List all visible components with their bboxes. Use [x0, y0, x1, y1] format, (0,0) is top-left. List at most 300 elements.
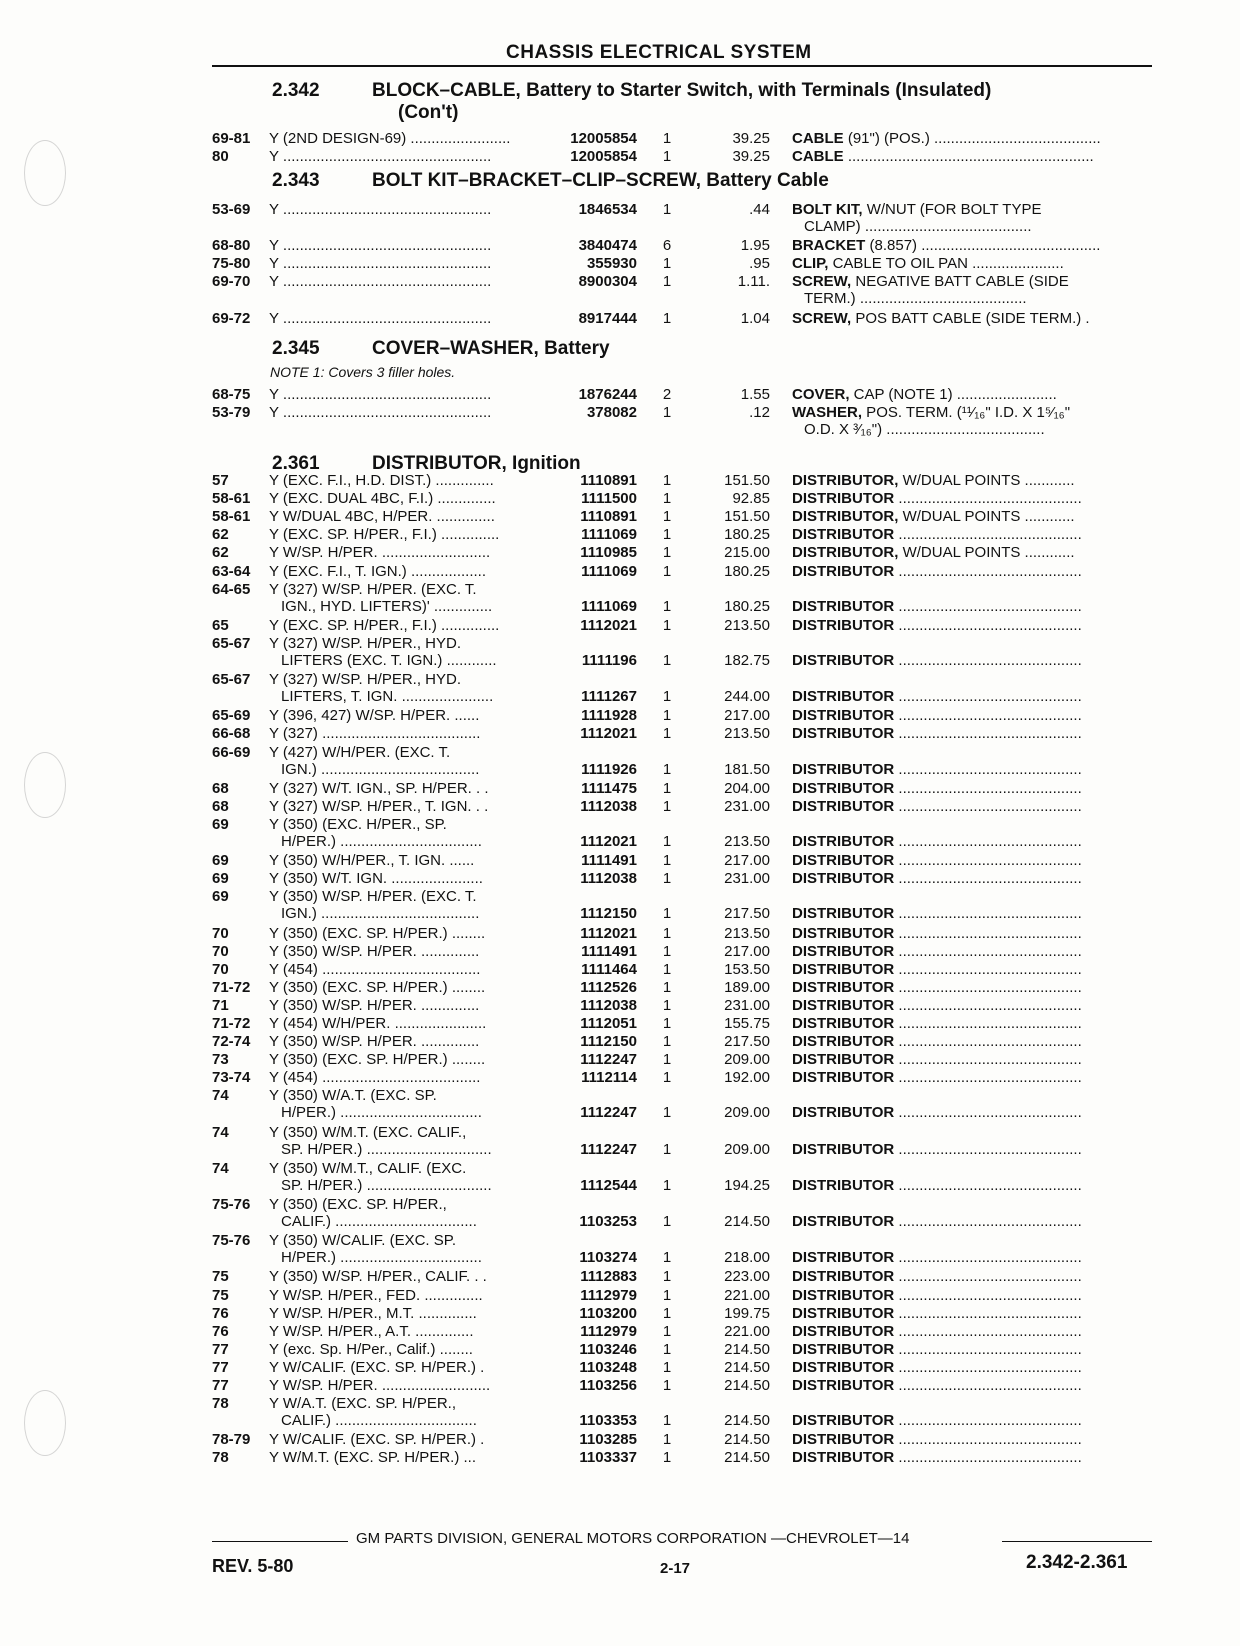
- description-detail: ............................................: [894, 688, 1082, 706]
- description-name: DISTRIBUTOR: [792, 960, 895, 978]
- model-years: 75-76: [212, 1232, 251, 1250]
- quantity: 1: [662, 1286, 672, 1304]
- description: [792, 943, 1152, 960]
- description: [792, 1069, 1152, 1086]
- description-continued: CLAMP) ........................................: [804, 218, 1032, 235]
- part-number: 1112021: [580, 725, 637, 743]
- quantity: 1: [662, 597, 672, 615]
- description-name: CABLE: [792, 130, 844, 147]
- application: Y (327) W/SP. H/PER. (EXC. T.: [269, 580, 477, 598]
- application: Y (350) W/T. IGN. ......................: [269, 870, 483, 888]
- description-name: DISTRIBUTOR: [792, 942, 895, 960]
- part-number: 1112114: [581, 1069, 637, 1087]
- application: Y W/A.T. (EXC. SP. H/PER.,: [269, 1395, 456, 1413]
- quantity: 2: [662, 386, 672, 403]
- model-years: 69: [212, 852, 229, 870]
- quantity: 1: [662, 725, 672, 743]
- application: Y (454) W/H/PER. ......................: [269, 1015, 487, 1032]
- model-years: 76: [212, 1322, 229, 1340]
- model-years: 53-79: [212, 404, 251, 422]
- description-name: COVER,: [792, 386, 850, 403]
- description-detail: W/DUAL POINTS ............: [898, 508, 1075, 526]
- description: [792, 255, 1152, 272]
- description-detail: ............................................: [894, 1104, 1082, 1122]
- price: 155.75: [724, 1015, 770, 1032]
- quantity: 1: [662, 201, 672, 218]
- application-continued: LIFTERS (EXC. T. IGN.) ............: [281, 651, 497, 669]
- description: [792, 598, 1152, 615]
- price: 153.50: [724, 960, 770, 978]
- description-detail: ............................................: [894, 562, 1082, 580]
- description-detail: ............................................: [894, 1213, 1082, 1230]
- quantity: 1: [662, 1377, 672, 1394]
- price: 213.50: [724, 924, 770, 942]
- description-name: DISTRIBUTOR: [792, 1358, 895, 1376]
- description-name: DISTRIBUTOR: [792, 1213, 895, 1230]
- description-detail: ............................................: [894, 707, 1082, 725]
- quantity: 1: [662, 1176, 672, 1194]
- description: [792, 563, 1152, 580]
- application: Y (350) (EXC. SP. H/PER.) ........: [269, 1051, 486, 1069]
- description-detail: ............................................: [894, 1015, 1082, 1032]
- application-continued: IGN.) ......................................: [281, 760, 480, 778]
- model-years: 70: [212, 960, 229, 978]
- description-detail: ............................................: [894, 797, 1082, 815]
- punch-hole-top: [24, 140, 66, 206]
- price: 1.95: [740, 237, 770, 255]
- description: [792, 130, 1152, 147]
- section-number: 2.342: [272, 80, 320, 101]
- model-years: 78-79: [212, 1431, 251, 1449]
- quantity: 1: [662, 148, 672, 166]
- description-detail: W/DUAL POINTS ............: [898, 544, 1075, 562]
- description: [792, 201, 1152, 218]
- part-number: 12005854: [570, 130, 637, 147]
- description: [792, 1104, 1152, 1121]
- part-number: 1111491: [581, 942, 637, 960]
- part-number: 12005854: [570, 148, 637, 166]
- quantity: 1: [662, 1140, 672, 1158]
- description: [792, 310, 1152, 327]
- quantity: 1: [662, 1051, 672, 1069]
- description-name: DISTRIBUTOR: [792, 1322, 895, 1340]
- quantity: 1: [662, 1213, 672, 1230]
- description-detail: ............................................: [894, 760, 1082, 778]
- part-number: 1112544: [580, 1176, 637, 1194]
- quantity: 1: [662, 616, 672, 634]
- price: 213.50: [724, 725, 770, 743]
- description: [792, 725, 1152, 742]
- application: Y (350) W/SP. H/PER. ..............: [269, 996, 480, 1014]
- model-years: 65-69: [212, 707, 251, 725]
- description-name: DISTRIBUTOR: [792, 1431, 895, 1449]
- description: [792, 1287, 1152, 1304]
- description-name: BRACKET: [792, 237, 866, 255]
- part-number: 1103337: [579, 1449, 637, 1467]
- price: .12: [749, 404, 770, 422]
- model-years: 78: [212, 1395, 229, 1413]
- description-name: DISTRIBUTOR: [792, 924, 895, 942]
- price: 215.00: [724, 544, 770, 562]
- description: [792, 870, 1152, 887]
- part-number: 1111069: [581, 597, 637, 615]
- quantity: 1: [662, 273, 672, 291]
- quantity: 1: [662, 651, 672, 669]
- quantity: 1: [662, 924, 672, 942]
- application: Y ..................................................: [269, 309, 492, 327]
- application: Y (327) W/SP. H/PER., HYD.: [269, 671, 462, 689]
- application: Y W/CALIF. (EXC. SP. H/PER.) .: [269, 1358, 485, 1376]
- part-number: 1103246: [579, 1340, 637, 1358]
- description: [792, 761, 1152, 778]
- quantity: 1: [662, 255, 672, 273]
- model-years: 66-69: [212, 743, 251, 761]
- description: [792, 1051, 1152, 1068]
- description-name: DISTRIBUTOR: [792, 1033, 895, 1051]
- part-number: 1103253: [579, 1213, 637, 1230]
- price: 209.00: [724, 1140, 770, 1158]
- price: 180.25: [724, 562, 770, 580]
- price: 189.00: [724, 978, 770, 996]
- quantity: 1: [662, 760, 672, 778]
- price: 231.00: [724, 870, 770, 888]
- application: Y (454) ......................................: [269, 1069, 481, 1087]
- description-name: DISTRIBUTOR: [792, 1104, 895, 1122]
- model-years: 57: [212, 472, 229, 489]
- price: .95: [749, 255, 770, 273]
- description: [792, 526, 1152, 543]
- model-years: 75-76: [212, 1196, 251, 1213]
- part-number: 1110891: [580, 472, 637, 489]
- price: 221.00: [724, 1286, 770, 1304]
- description-name: DISTRIBUTOR: [792, 1449, 895, 1467]
- application: Y (350) (EXC. SP. H/PER.) ........: [269, 978, 486, 996]
- price: 221.00: [724, 1322, 770, 1340]
- description: [792, 148, 1152, 165]
- model-years: 73: [212, 1051, 229, 1069]
- description-detail: ............................................: [894, 852, 1082, 870]
- model-years: 76: [212, 1304, 229, 1322]
- footer-division: GM PARTS DIVISION, GENERAL MOTORS CORPORATION —CHEVROLET—14: [356, 1530, 910, 1547]
- part-number: 1112979: [580, 1286, 637, 1304]
- price: 244.00: [724, 688, 770, 706]
- model-years: 71: [212, 996, 229, 1014]
- application: Y (350) W/M.T. (EXC. CALIF.,: [269, 1123, 467, 1141]
- page-number: 2-17: [660, 1560, 691, 1577]
- price: 214.50: [724, 1213, 770, 1230]
- application: Y (350) W/A.T. (EXC. SP.: [269, 1087, 437, 1105]
- quantity: 1: [662, 472, 672, 489]
- model-years: 71-72: [212, 978, 251, 996]
- description-name: DISTRIBUTOR: [792, 1340, 895, 1358]
- section-heading: [272, 338, 610, 360]
- application: Y (454) ......................................: [269, 960, 481, 978]
- description-detail: ............................................: [894, 1268, 1082, 1286]
- description-name: DISTRIBUTOR: [792, 760, 895, 778]
- model-years: 65-67: [212, 671, 251, 689]
- part-number: 1112038: [580, 797, 637, 815]
- description-detail: ............................................: [894, 960, 1082, 978]
- description: [792, 1305, 1152, 1322]
- description: [792, 617, 1152, 634]
- application: Y W/DUAL 4BC, H/PER. ..............: [269, 508, 495, 526]
- part-number: 1111500: [581, 490, 637, 508]
- quantity: 1: [662, 832, 672, 850]
- application: Y (350) W/SP. H/PER. ..............: [269, 942, 480, 960]
- quantity: 1: [662, 526, 672, 544]
- model-years: 69-81: [212, 130, 251, 147]
- description: [792, 1431, 1152, 1448]
- price: 181.50: [724, 760, 770, 778]
- model-years: 63-64: [212, 562, 251, 580]
- application: Y W/SP. H/PER. ..........................: [269, 544, 491, 562]
- section-heading: [272, 80, 992, 123]
- price: 151.50: [724, 508, 770, 526]
- application-continued: IGN., HYD. LIFTERS)' ..............: [281, 597, 493, 615]
- description: [792, 1213, 1152, 1230]
- quantity: 1: [662, 996, 672, 1014]
- part-number: 1112021: [580, 832, 637, 850]
- description-detail: POS BATT CABLE (SIDE TERM.) .: [851, 309, 1090, 327]
- application: Y (exc. Sp. H/Per., Calif.) ........: [269, 1340, 473, 1358]
- description-name: SCREW,: [792, 273, 852, 291]
- description-name: DISTRIBUTOR: [792, 616, 895, 634]
- description-name: DISTRIBUTOR,: [792, 544, 899, 562]
- description: [792, 833, 1152, 850]
- quantity: 1: [662, 978, 672, 996]
- description: [792, 1359, 1152, 1376]
- model-years: 66-68: [212, 725, 251, 743]
- price: 92.85: [732, 490, 770, 508]
- model-years: 68-75: [212, 386, 251, 403]
- model-years: 68: [212, 779, 229, 797]
- page-title: CHASSIS ELECTRICAL SYSTEM: [506, 42, 812, 63]
- model-years: 65: [212, 616, 229, 634]
- part-number: 1112021: [580, 616, 637, 634]
- description-detail: ............................................: [894, 996, 1082, 1014]
- description: [792, 652, 1152, 669]
- quantity: 1: [662, 490, 672, 508]
- description: [792, 237, 1152, 254]
- part-number: 1111464: [581, 960, 637, 978]
- quantity: 1: [662, 544, 672, 562]
- section-continued: (Con't): [398, 102, 459, 123]
- description-detail: ............................................: [894, 905, 1082, 923]
- part-number: 378082: [586, 404, 637, 422]
- model-years: 75: [212, 1268, 229, 1286]
- description-name: DISTRIBUTOR: [792, 797, 895, 815]
- application: Y (396, 427) W/SP. H/PER. ......: [269, 707, 480, 725]
- footer-rule-left: [212, 1541, 348, 1542]
- description-name: DISTRIBUTOR: [792, 832, 895, 850]
- part-number: 1112883: [580, 1268, 637, 1286]
- description-detail: ............................................: [894, 1340, 1082, 1358]
- quantity: 1: [662, 1340, 672, 1358]
- part-number: 1112051: [580, 1015, 637, 1032]
- quantity: 1: [662, 1069, 672, 1087]
- price: 1.11.: [737, 273, 770, 291]
- description: [792, 490, 1152, 507]
- application: Y (427) W/H/PER. (EXC. T.: [269, 743, 451, 761]
- part-number: 1112247: [580, 1140, 637, 1158]
- description-name: DISTRIBUTOR: [792, 562, 895, 580]
- description-name: DISTRIBUTOR: [792, 1051, 895, 1069]
- description-detail: ............................................: [894, 616, 1082, 634]
- description: [792, 1323, 1152, 1340]
- description-name: DISTRIBUTOR: [792, 1268, 895, 1286]
- description: [792, 707, 1152, 724]
- application-continued: SP. H/PER.) ..............................: [281, 1140, 492, 1158]
- description-continued: O.D. X ³⁄₁₆") ......................................: [804, 421, 1045, 439]
- price: 182.75: [724, 651, 770, 669]
- price: 231.00: [724, 996, 770, 1014]
- quantity: 1: [662, 309, 672, 327]
- description: [792, 780, 1152, 797]
- model-years: 69-72: [212, 309, 251, 327]
- part-number: 1111491: [581, 852, 637, 870]
- section-title: DISTRIBUTOR, Ignition: [372, 453, 581, 474]
- part-number: 1876244: [578, 386, 637, 403]
- footer-rule-right: [1002, 1541, 1152, 1542]
- description-detail: ............................................: [894, 526, 1082, 544]
- description: [792, 688, 1152, 705]
- model-years: 68: [212, 797, 229, 815]
- description-detail: ............................................: [894, 725, 1082, 743]
- description: [792, 905, 1152, 922]
- price: 217.50: [724, 1033, 770, 1051]
- description: [792, 798, 1152, 815]
- part-number: 1112150: [580, 905, 637, 923]
- model-years: 62: [212, 526, 229, 544]
- quantity: 1: [662, 852, 672, 870]
- description-detail: ............................................: [894, 924, 1082, 942]
- model-years: 72-74: [212, 1033, 251, 1051]
- description: [792, 1449, 1152, 1466]
- part-number: 1112526: [580, 978, 637, 996]
- description-name: DISTRIBUTOR: [792, 870, 895, 888]
- part-number: 1846534: [578, 201, 637, 218]
- description-name: DISTRIBUTOR: [792, 779, 895, 797]
- model-years: 75: [212, 1286, 229, 1304]
- model-years: 58-61: [212, 490, 251, 508]
- description-detail: ...........................................................: [843, 148, 1094, 166]
- application: Y W/CALIF. (EXC. SP. H/PER.) .: [269, 1431, 485, 1449]
- application: Y ..................................................: [269, 273, 492, 291]
- application: Y ..................................................: [269, 148, 492, 166]
- description: [792, 1015, 1152, 1032]
- description-detail: ............................................: [894, 1358, 1082, 1376]
- quantity: 1: [662, 905, 672, 923]
- quantity: 1: [662, 1015, 672, 1032]
- quantity: 1: [662, 1249, 672, 1267]
- quantity: 1: [662, 1033, 672, 1051]
- description-detail: ............................................: [894, 779, 1082, 797]
- price: 217.50: [724, 905, 770, 923]
- application: Y (350) W/SP. H/PER., CALIF. . .: [269, 1268, 487, 1286]
- part-number: 1110891: [580, 508, 637, 526]
- description: [792, 1249, 1152, 1266]
- model-years: 64-65: [212, 580, 251, 598]
- application: Y (327) ......................................: [269, 725, 481, 743]
- description-name: DISTRIBUTOR: [792, 651, 895, 669]
- description-name: WASHER,: [792, 404, 863, 422]
- section-number: 2.345: [272, 338, 320, 359]
- application: Y (350) W/H/PER., T. IGN. ......: [269, 852, 475, 870]
- description-detail: CABLE TO OIL PAN ......................: [828, 255, 1064, 273]
- description-detail: ............................................: [894, 942, 1082, 960]
- description-detail: ............................................: [894, 490, 1082, 508]
- price: 214.50: [724, 1449, 770, 1467]
- application: Y W/M.T. (EXC. SP. H/PER.) ...: [269, 1449, 476, 1467]
- model-years: 77: [212, 1377, 229, 1394]
- application: Y (EXC. F.I., H.D. DIST.) ..............: [269, 472, 494, 489]
- application: Y (EXC. SP. H/PER., F.I.) ..............: [269, 526, 500, 544]
- part-number: 8917444: [578, 309, 637, 327]
- revision-label: REV. 5-80: [212, 1556, 294, 1576]
- description: [792, 544, 1152, 561]
- price: .44: [749, 201, 770, 218]
- model-years: 68-80: [212, 237, 251, 255]
- quantity: 1: [662, 508, 672, 526]
- application-continued: H/PER.) ..................................: [281, 832, 482, 850]
- part-number: 1112979: [580, 1322, 637, 1340]
- price: 217.00: [724, 942, 770, 960]
- description-detail: ............................................: [894, 1051, 1082, 1069]
- price: 214.50: [724, 1340, 770, 1358]
- description-continued: TERM.) ........................................: [804, 290, 1027, 308]
- description: [792, 1377, 1152, 1394]
- description-name: DISTRIBUTOR,: [792, 508, 899, 526]
- quantity: 1: [662, 960, 672, 978]
- description: [792, 386, 1152, 403]
- price: 218.00: [724, 1249, 770, 1267]
- description-detail: ............................................: [894, 1069, 1082, 1087]
- section-title: COVER–WASHER, Battery: [372, 338, 610, 359]
- application: Y (327) W/SP. H/PER., T. IGN. . .: [269, 797, 489, 815]
- quantity: 6: [662, 237, 672, 255]
- description-name: DISTRIBUTOR: [792, 725, 895, 743]
- price: 217.00: [724, 707, 770, 725]
- application-continued: H/PER.) ..................................: [281, 1104, 482, 1122]
- quantity: 1: [662, 942, 672, 960]
- application: Y W/SP. H/PER., M.T. ..............: [269, 1304, 477, 1322]
- part-number: 3840474: [578, 237, 637, 255]
- description-detail: ............................................: [894, 832, 1082, 850]
- description-name: DISTRIBUTOR: [792, 1140, 895, 1158]
- part-number: 1103200: [579, 1304, 637, 1322]
- description-detail: POS. TERM. (¹¹⁄₁₆" I.D. X 1⁵⁄₁₆": [862, 404, 1071, 422]
- description-name: SCREW,: [792, 309, 852, 327]
- description-name: DISTRIBUTOR: [792, 688, 895, 706]
- application: Y (350) W/SP. H/PER. ..............: [269, 1033, 480, 1051]
- description-detail: (8.857) ...........................................: [865, 237, 1101, 255]
- description-name: DISTRIBUTOR: [792, 526, 895, 544]
- description-detail: ............................................: [894, 1140, 1082, 1158]
- part-number: 1112038: [580, 870, 637, 888]
- description-name: DISTRIBUTOR: [792, 905, 895, 923]
- quantity: 1: [662, 870, 672, 888]
- description-detail: CAP (NOTE 1) ........................: [849, 386, 1057, 403]
- section-number: 2.361: [272, 453, 320, 474]
- description-name: DISTRIBUTOR: [792, 707, 895, 725]
- price: 204.00: [724, 779, 770, 797]
- model-years: 75-80: [212, 255, 251, 273]
- description: [792, 1141, 1152, 1158]
- application: Y (EXC. F.I., T. IGN.) ..................: [269, 562, 486, 580]
- application: Y ..................................................: [269, 201, 492, 218]
- part-number: 1111926: [581, 760, 637, 778]
- description-detail: ............................................: [894, 651, 1082, 669]
